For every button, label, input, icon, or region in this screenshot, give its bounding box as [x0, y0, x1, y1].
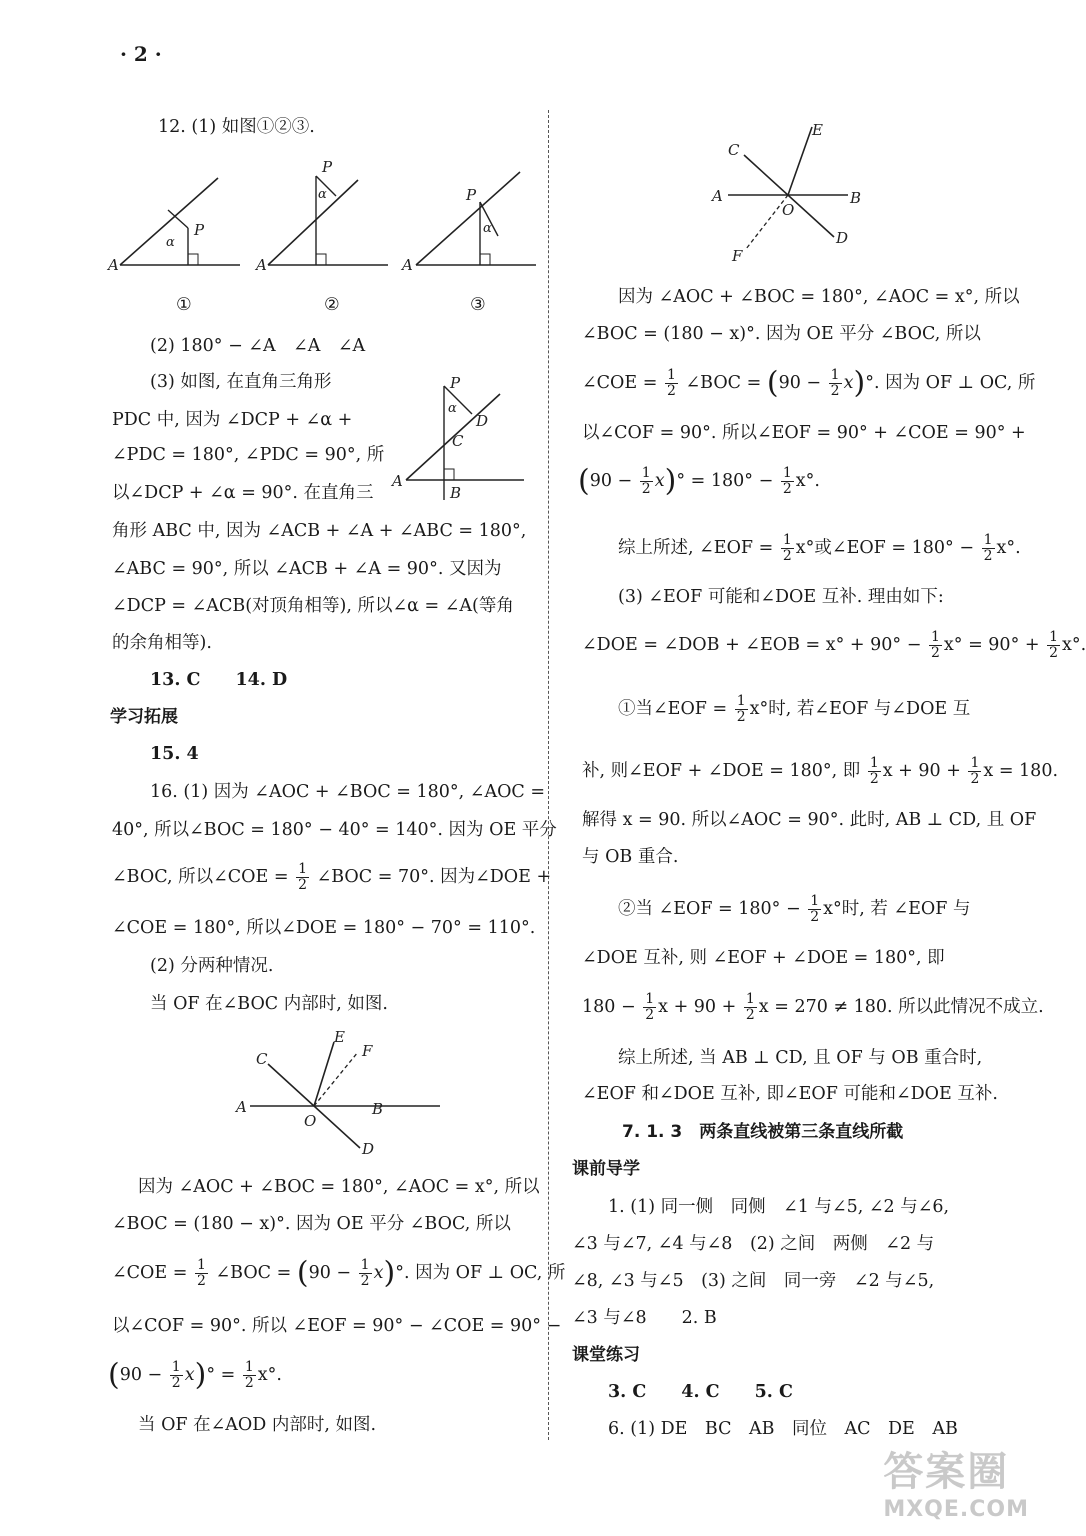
svg-text:A: A — [392, 472, 403, 490]
q16-line: ∠COE = 180°, 所以∠DOE = 180° − 70° = 110°. — [112, 918, 536, 938]
page-number: · 2 · — [120, 42, 162, 66]
fraction-half: $\frac{1}{2}$ — [830, 367, 840, 399]
q16-case1: 当 OF 在∠BOC 内部时, 如图. — [150, 994, 388, 1014]
section-heading-practice: 课堂练习 — [572, 1345, 640, 1365]
case2-line: 因为 ∠AOC + ∠BOC = 180°, ∠AOC = x°, 所以 — [618, 287, 1020, 307]
case2-line-fraction: ∠COE = $\frac{1}{2}$ ∠BOC = (90 − $\frac{1}{2}$ x)°. 因为 OF ⊥ OC, 所 — [582, 365, 1036, 401]
svg-text:α: α — [448, 401, 457, 416]
svg-text:B: B — [372, 1100, 384, 1118]
q16-case1-line: 因为 ∠AOC + ∠BOC = 180°, ∠AOC = x°, 所以 — [138, 1177, 540, 1197]
q12-part3-line: (3) 如图, 在直角三角形 — [150, 372, 332, 392]
q12-part3-line: 以∠DCP + ∠α = 90°. 在直角三 — [112, 483, 374, 503]
svg-text:F: F — [732, 247, 743, 265]
svg-text:O: O — [782, 201, 795, 219]
q12-title: 12. (1) 如图①②③. — [158, 117, 315, 137]
svg-text:D: D — [362, 1140, 375, 1158]
svg-text:C: C — [728, 141, 740, 159]
q13-14-answers: 13. C 14. D — [150, 670, 288, 690]
q12-part3-line: 的余角相等). — [112, 633, 212, 653]
q16-part3-line: 与 OB 重合. — [582, 847, 679, 867]
q16-part2: (2) 分两种情况. — [150, 956, 274, 976]
q16-case1-line: 以∠COF = 90°. 所以 ∠EOF = 90° − ∠COE = 90° − — [112, 1316, 562, 1336]
case2-line: 以∠COF = 90°. 所以∠EOF = 90° + ∠COE = 90° + — [582, 423, 1026, 443]
fig-2 — [254, 158, 388, 274]
svg-text:α: α — [166, 235, 175, 250]
q16-line: 40°, 所以∠BOC = 180° − 40° = 140°. 因为 OE 平分 — [112, 820, 557, 840]
svg-text:A: A — [256, 256, 267, 274]
q16-case1-line: ∠BOC = (180 − x)°. 因为 OE 平分 ∠BOC, 所以 — [112, 1214, 511, 1234]
figure-q16-case1 — [228, 1030, 448, 1160]
q16-line: 16. (1) 因为 ∠AOC + ∠BOC = 180°, ∠AOC = — [150, 782, 546, 802]
fraction-half: $\frac{1}{2}$ — [930, 629, 940, 661]
watermark-logo: 答案圈 MXQE.COM — [883, 1449, 1029, 1522]
fraction-half: $\frac{1}{2}$ — [360, 1257, 370, 1289]
fraction-half: $\frac{1}{2}$ — [782, 532, 792, 564]
svg-text:E: E — [812, 121, 823, 139]
q16-part3-line-fraction: 180 − $\frac{1}{2}$ x + 90 + $\frac{1}{2}$ x = 270 ≠ 180. 所以此情况不成立. — [582, 991, 1044, 1023]
q16-part3-line: ∠DOE 互补, 则 ∠EOF + ∠DOE = 180°, 即 — [582, 948, 945, 968]
svg-text:A: A — [108, 256, 119, 274]
fraction-half: $\frac{1}{2}$ — [869, 755, 879, 787]
svg-text:P: P — [450, 374, 461, 392]
fraction-half: $\frac{1}{2}$ — [810, 893, 820, 925]
q16-line-fraction: ∠BOC, 所以∠COE = $\frac{1}{2}$ ∠BOC = 70°. 因为∠DOE + — [112, 861, 552, 893]
q16-part3-line-fraction: ②当 ∠EOF = 180° − $\frac{1}{2}$ x°时, 若 ∠EOF 与 — [618, 893, 971, 925]
svg-text:D: D — [476, 412, 489, 430]
case2-line: ∠BOC = (180 − x)°. 因为 OE 平分 ∠BOC, 所以 — [582, 324, 981, 344]
q12-part3-line: PDC 中, 因为 ∠DCP + ∠α + — [112, 410, 353, 430]
svg-text:B: B — [850, 189, 862, 207]
section-heading-preview: 课前导学 — [572, 1159, 640, 1179]
q12-part3-line: ∠PDC = 180°, ∠PDC = 90°, 所 — [112, 445, 385, 465]
svg-text:P: P — [194, 221, 205, 239]
svg-text:A: A — [236, 1098, 247, 1116]
q12-part3-line: ∠ABC = 90°, 所以 ∠ACB + ∠A = 90°. 又因为 — [112, 559, 502, 579]
svg-text:α: α — [318, 187, 327, 202]
practice-answers: 6. (1) DE BC AB 同位 AC DE AB — [608, 1419, 958, 1439]
q16-case1-line-fraction: (90 − $\frac{1}{2}$ x)° = $\frac{1}{2}$ x°. — [108, 1357, 282, 1393]
q16-conclusion: ∠EOF 和∠DOE 互补, 即∠EOF 可能和∠DOE 互补. — [582, 1084, 998, 1104]
preview-answers: ∠3 与∠7, ∠4 与∠8 (2) 之间 两侧 ∠2 与 — [572, 1234, 935, 1254]
fraction-half: $\frac{1}{2}$ — [782, 465, 792, 497]
fig-3 — [400, 172, 536, 274]
svg-text:A: A — [712, 187, 723, 205]
figure-q12-3 — [392, 374, 532, 504]
fig-label-2: ② — [324, 295, 340, 315]
svg-text:F: F — [362, 1042, 373, 1060]
fraction-half: $\frac{1}{2}$ — [645, 991, 655, 1023]
svg-text:E: E — [334, 1028, 345, 1046]
summary-line-fraction: 综上所述, ∠EOF = $\frac{1}{2}$ x°或∠EOF = 180° − $\frac{1}{2}$ x°. — [618, 532, 1021, 564]
preview-answers: ∠8, ∠3 与∠5 (3) 之间 同一旁 ∠2 与∠5, — [572, 1271, 935, 1291]
section-title-7-1-3: 7. 1. 3 两条直线被第三条直线所截 — [622, 1122, 904, 1142]
q16-part3-line: 解得 x = 90. 所以∠AOC = 90°. 此时, AB ⊥ CD, 且 OF — [582, 810, 1037, 830]
fraction-half: $\frac{1}{2}$ — [666, 367, 676, 399]
fraction-half: $\frac{1}{2}$ — [244, 1359, 254, 1391]
fig-1 — [106, 178, 240, 274]
q16-case1-line-fraction: ∠COE = $\frac{1}{2}$ ∠BOC = (90 − $\frac{1}{2}$ x)°. 因为 OF ⊥ OC, 所 — [112, 1255, 566, 1291]
fraction-half: $\frac{1}{2}$ — [298, 861, 307, 893]
q15-answer: 15. 4 — [150, 744, 199, 764]
case2-line-fraction: (90 − $\frac{1}{2}$ x)° = 180° − $\frac{1}{2}$ x°. — [578, 463, 820, 499]
fraction-half: $\frac{1}{2}$ — [745, 991, 755, 1023]
fraction-half: $\frac{1}{2}$ — [970, 755, 980, 787]
svg-text:D: D — [836, 229, 849, 247]
svg-text:C: C — [452, 432, 464, 450]
svg-text:P: P — [322, 158, 333, 176]
svg-text:O: O — [304, 1112, 317, 1130]
q16-conclusion: 综上所述, 当 AB ⊥ CD, 且 OF 与 OB 重合时, — [618, 1048, 983, 1068]
section-heading-extension: 学习拓展 — [110, 707, 178, 727]
fig-label-1: ① — [176, 295, 192, 315]
svg-text:A: A — [402, 256, 413, 274]
q16-part3-line-fraction: ∠DOE = ∠DOB + ∠EOB = x° + 90° − $\frac{1}{2}$ x° = 90° + $\frac{1}{2}$ x°. — [582, 629, 1086, 661]
fraction-half: $\frac{1}{2}$ — [736, 693, 746, 725]
svg-text:B: B — [450, 484, 462, 502]
fig-label-3: ③ — [470, 295, 486, 315]
q12-part3-line: 角形 ABC 中, 因为 ∠ACB + ∠A + ∠ABC = 180°, — [112, 521, 527, 541]
fraction-half: $\frac{1}{2}$ — [1049, 629, 1059, 661]
preview-answers: 1. (1) 同一侧 同侧 ∠1 与∠5, ∠2 与∠6, — [608, 1197, 950, 1217]
practice-answers: 3. C 4. C 5. C — [608, 1382, 793, 1402]
fraction-half: $\frac{1}{2}$ — [641, 465, 651, 497]
svg-text:α: α — [483, 221, 492, 236]
q16-case2: 当 OF 在∠AOD 内部时, 如图. — [138, 1415, 377, 1435]
q12-part2: (2) 180° − ∠A ∠A ∠A — [150, 336, 366, 356]
preview-answers: ∠3 与∠8 2. B — [572, 1308, 717, 1328]
q16-part3-line-fraction: ①当∠EOF = $\frac{1}{2}$ x°时, 若∠EOF 与∠DOE 互 — [618, 693, 971, 725]
q16-part3-line-fraction: 补, 则∠EOF + ∠DOE = 180°, 即 $\frac{1}{2}$ x + 90 + $\frac{1}{2}$ x = 180. — [582, 755, 1059, 787]
q12-part3-line: ∠DCP = ∠ACB(对顶角相等), 所以∠α = ∠A(等角 — [112, 596, 514, 616]
svg-text:C: C — [256, 1050, 268, 1068]
column-divider — [548, 110, 549, 1440]
fraction-half: $\frac{1}{2}$ — [196, 1257, 206, 1289]
svg-text:P: P — [466, 186, 477, 204]
figure-q16-case2 — [708, 115, 888, 270]
q16-part3: (3) ∠EOF 可能和∠DOE 互补. 理由如下: — [618, 587, 944, 607]
fraction-half: $\frac{1}{2}$ — [171, 1359, 181, 1391]
fraction-half: $\frac{1}{2}$ — [983, 532, 993, 564]
